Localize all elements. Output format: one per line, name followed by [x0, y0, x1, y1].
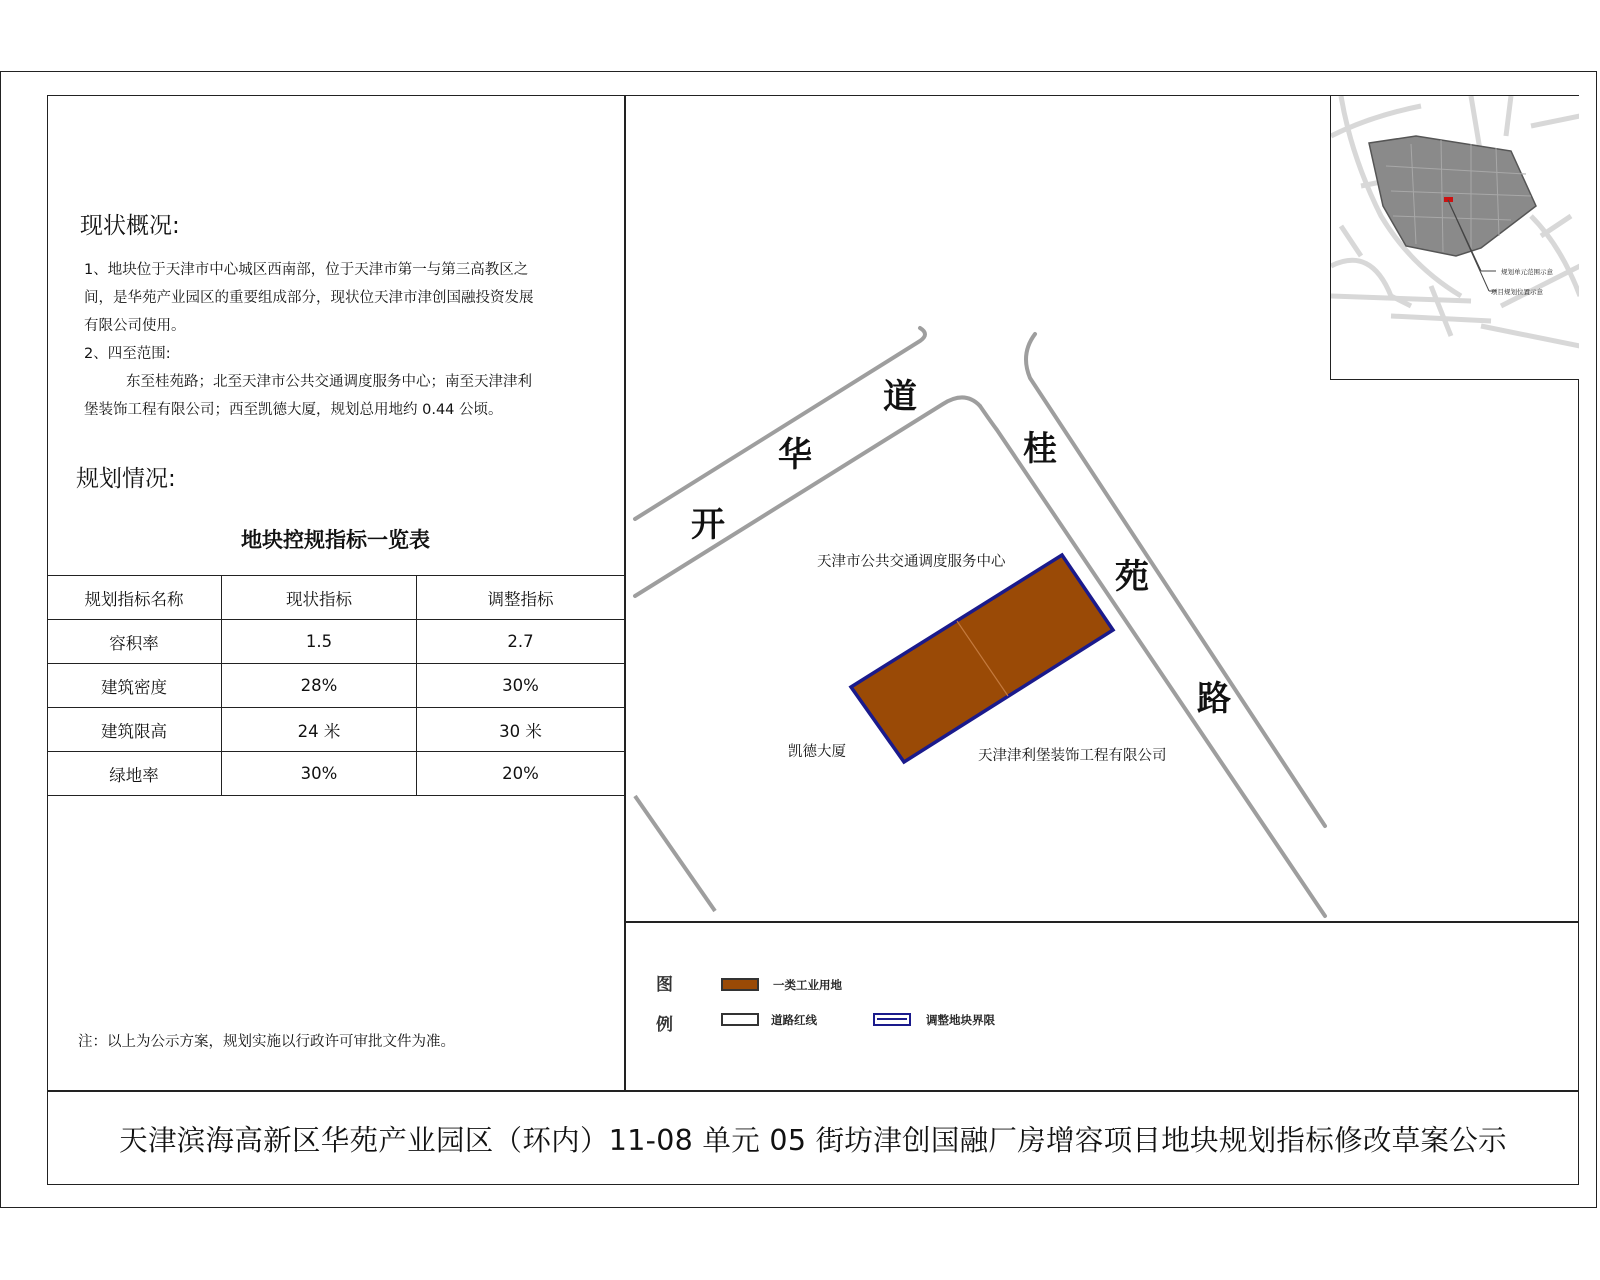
table-cell: 容积率 — [47, 620, 222, 664]
table-cell: 30% — [222, 752, 417, 796]
table-title: 地块控规指标一览表 — [241, 528, 430, 552]
legend-divider — [624, 921, 1579, 923]
table-cell: 1.5 — [222, 620, 417, 664]
status-line-3: 有限公司使用。 — [84, 318, 186, 334]
status-line-6: 堡装饰工程有限公司；西至凯德大厦，规划总用地约 0.44 公顷。 — [84, 402, 503, 418]
table-cell: 2.7 — [417, 620, 625, 664]
boundary-swatch — [873, 1013, 911, 1026]
road-1-char-3: 道 — [883, 377, 917, 417]
legend-title-top: 图 — [656, 975, 673, 995]
planning-heading: 规划情况: — [76, 466, 176, 492]
footer-divider — [47, 1090, 1579, 1092]
road-1-char-1: 开 — [691, 505, 725, 545]
header-cell-name: 规划指标名称 — [47, 576, 222, 620]
legend-label-road: 道路红线 — [771, 1013, 817, 1027]
road-line-swatch — [721, 1013, 759, 1026]
status-line-5: 东至桂苑路；北至天津市公共交通调度服务中心；南至天津津利 — [126, 374, 532, 390]
label-west-neighbor: 凯德大厦 — [788, 744, 846, 760]
table-header-row — [47, 576, 624, 620]
table-cell: 28% — [222, 664, 417, 708]
location-inset — [1330, 96, 1579, 380]
indicator-table — [47, 575, 624, 796]
road-1-char-2: 华 — [778, 435, 812, 475]
table-cell: 24 米 — [222, 708, 417, 752]
legend-label-industrial: 一类工业用地 — [773, 978, 842, 992]
header-cell-adjusted: 调整指标 — [417, 576, 625, 620]
disclaimer-note: 注：以上为公示方案，规划实施以行政许可审批文件为准。 — [78, 1034, 455, 1050]
inset-label-project: 项目规划位置示意 — [1491, 288, 1543, 296]
table-cell: 30% — [417, 664, 625, 708]
status-heading: 现状概况: — [80, 213, 180, 239]
table-cell: 20% — [417, 752, 625, 796]
status-line-2: 间，是华苑产业园区的重要组成部分，现状位天津市津创国融投资发展 — [84, 290, 534, 306]
table-row — [47, 620, 624, 664]
table-row — [47, 752, 624, 796]
table-cell: 建筑密度 — [47, 664, 222, 708]
table-cell: 绿地率 — [47, 752, 222, 796]
status-line-1: 1、地块位于天津市中心城区西南部，位于天津市第一与第三高教区之 — [84, 262, 529, 278]
status-line-4: 2、四至范围: — [84, 346, 171, 362]
label-south-neighbor: 天津津利堡装饰工程有限公司 — [978, 748, 1167, 764]
road-edge-southwest — [635, 796, 715, 911]
table-cell: 30 米 — [417, 708, 625, 752]
table-cell: 建筑限高 — [47, 708, 222, 752]
inset-map — [1331, 96, 1579, 380]
label-north-neighbor: 天津市公共交通调度服务中心 — [817, 554, 1006, 570]
road-2-char-1: 桂 — [1023, 429, 1057, 469]
legend-title-bottom: 例 — [656, 1015, 673, 1035]
industrial-swatch — [721, 978, 759, 991]
legend-label-boundary: 调整地块界限 — [926, 1013, 995, 1027]
footer-title: 天津滨海高新区华苑产业园区（环内）11-08 单元 05 街坊津创国融厂房增容项目地块规划指标修改草案公示 — [119, 1124, 1507, 1157]
inset-label-unit: 规划单元范围示意 — [1501, 268, 1553, 276]
header-cell-current: 现状指标 — [222, 576, 417, 620]
table-row — [47, 708, 624, 752]
road-2-char-2: 苑 — [1115, 557, 1149, 597]
table-row — [47, 664, 624, 708]
road-2-char-3: 路 — [1197, 679, 1231, 719]
